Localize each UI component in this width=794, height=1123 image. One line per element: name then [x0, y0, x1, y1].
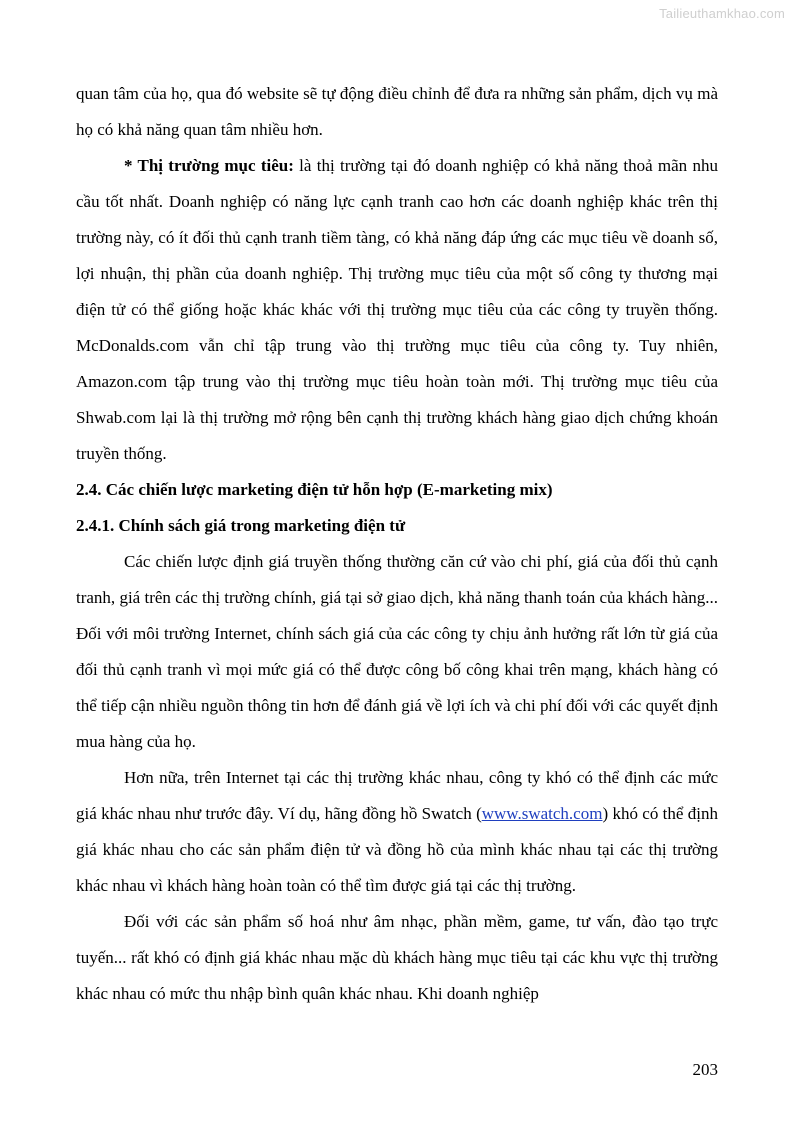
page-number: 203	[692, 1060, 718, 1079]
document-body	[76, 76, 718, 1012]
section-heading-2-4: 2.4. Các chiến lược marketing điện tử hỗn hợp (E-marketing mix)	[76, 480, 553, 499]
paragraph-intro: quan tâm của họ, qua đó website sẽ tự động điều chỉnh để đưa ra những sản phẩm, dịch vụ mà họ có khả năng quan tâm nhiều hơn.	[76, 84, 718, 139]
swatch-link[interactable]: www.swatch.com	[481, 804, 603, 823]
paragraph-swatch-example	[76, 760, 718, 904]
watermark-text: Tailieuthamkhao.com	[659, 6, 785, 21]
section-heading-2-4-1: 2.4.1. Chính sách giá trong marketing điện tử	[76, 516, 406, 535]
paragraph-digital-products: Đối với các sản phẩm số hoá như âm nhạc, phần mềm, game, tư vấn, đào tạo trực tuyến... rất khó có định giá khác nhau mặc dù khách hàng mục tiêu tại các khu vực thị trường khác nhau có mức thu nhập bình quân khác nhau. Khi doanh nghiệp	[76, 912, 718, 1003]
paragraph-target-market	[76, 148, 718, 472]
target-market-label: * Thị trường mục tiêu:	[124, 156, 294, 175]
paragraph-pricing-traditional: Các chiến lược định giá truyền thống thường căn cứ vào chi phí, giá của đối thủ cạnh tranh, giá trên các thị trường chính, giá tại sở giao dịch, khả năng thanh toán của khách hàng... Đối với môi trường Internet, chính sách giá của các công ty chịu ảnh hưởng rất lớn từ giá của đối thủ cạnh tranh vì mọi mức giá có thể được công bố công khai trên mạng, khách hàng có thể tiếp cận nhiều nguồn thông tin hơn để đánh giá về lợi ích và chi phí đối với các quyết định mua hàng của họ.	[76, 552, 718, 751]
target-market-text: là thị trường tại đó doanh nghiệp có khả năng thoả mãn nhu cầu tốt nhất. Doanh nghiệp có năng lực cạnh tranh cao hơn các doanh nghiệp khác trên thị trường này, có ít đối thủ cạnh tranh tiềm tàng, có khả năng đáp ứng các mục tiêu về doanh số, lợi nhuận, thị phần của doanh nghiệp. Thị trường mục tiêu của một số công ty thương mại điện tử có thể giống hoặc khác khác với thị trường mục tiêu của các công ty truyền thống. McDonalds.com vẫn chỉ tập trung vào thị trường mục tiêu của công ty. Tuy nhiên, Amazon.com tập trung vào thị trường mục tiêu hoàn toàn mới. Thị trường mục tiêu của Shwab.com lại là thị trường mở rộng bên cạnh thị trường khách hàng giao dịch chứng khoán truyền thống.	[76, 156, 718, 463]
swatch-text-after: ) khó có thể định giá khác nhau cho các sản phẩm điện tử và đồng hồ của mình khác nhau tại các thị trường khác nhau vì khách hàng hoàn toàn có thể tìm được giá tại các thị trường.	[76, 804, 718, 895]
swatch-text-before: Hơn nữa, trên Internet tại các thị trường khác nhau, công ty khó có thể định các mức giá khác nhau như trước đây. Ví dụ, hãng đồng hồ Swatch (	[76, 768, 718, 823]
